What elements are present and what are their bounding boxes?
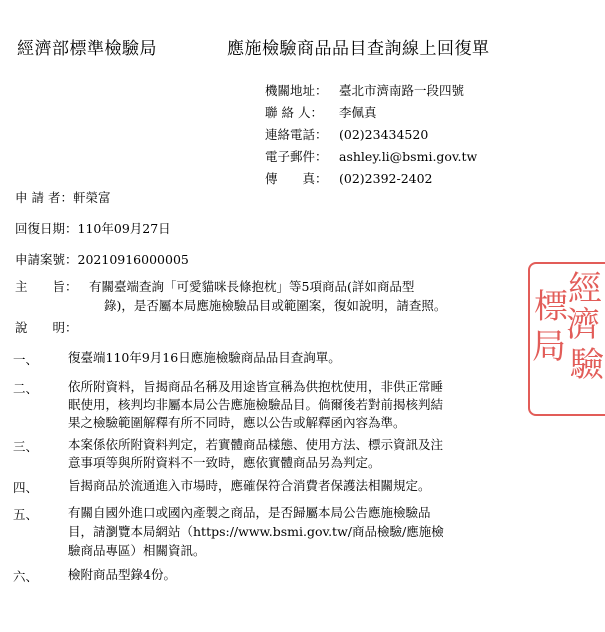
item-6-line-1: 檢附商品型錄4份。 [68,567,176,582]
fax-value: (02)2392-2402 [339,171,433,186]
reply-date-label: 回復日期： [15,221,78,236]
email-label: 電子郵件： [265,149,328,164]
contact-person-label: 聯 絡 人： [265,105,323,120]
item-2-line-1: 依所附資料，旨揭商品名稱及用途皆宣稱為供抱枕使用，非供正常睡 [68,379,444,394]
phone-row [265,124,477,146]
case-no-label: 申請案號： [15,252,78,267]
contact-person-row [265,102,477,124]
subject-label: 主 旨： [15,279,78,294]
fax-label: 傳 真： [265,171,328,186]
org-name: 經濟部標準檢驗局 [17,39,157,59]
address-value: 臺北市濟南路一段四號 [339,83,465,98]
item-2-line-3: 果之檢驗範圍解釋有所不同時，應以公告或解釋函內容為準。 [68,415,406,430]
reply-date-row [15,219,171,237]
phone-label: 連絡電話： [265,127,328,142]
explanation-label: 說 明： [15,320,78,335]
seal-char: 局 [532,327,566,367]
seal-char: 驗 [570,345,604,385]
item-1-line-1: 復臺端110年9月16日應施檢驗商品品目查詢單。 [68,350,341,365]
item-4-line-1: 旨揭商品於流通進入市場時，應確保符合消費者保護法相關規定。 [68,478,431,493]
subject-line-1: 有關臺端查詢「可愛貓咪長條抱枕」等5項商品(詳如商品型 [89,279,415,294]
case-no-value: 20210916000005 [77,252,189,267]
applicant-label: 申 請 者： [15,190,73,205]
item-number: 六、 [13,569,39,584]
item-3-line-2: 意事項等與所附資料不一致時，應依實體商品另為判定。 [68,455,381,470]
item-number: 一、 [13,352,39,367]
applicant-row [15,188,110,206]
item-number: 五、 [13,507,39,522]
applicant-value: 軒榮富 [72,190,111,205]
case-no-row [15,250,189,268]
item-number: 二、 [13,381,39,396]
fax-row [265,168,477,190]
address-label: 機關地址： [265,83,328,98]
email-row [265,146,477,168]
seal-char: 經 [568,269,602,309]
item-number: 四、 [13,480,39,495]
seal-char: 標 [534,287,568,327]
doc-title: 應施檢驗商品品目查詢線上回復單 [227,39,490,59]
subject-line-2: 錄)，是否屬本局應施檢驗品目或範圍案，復如說明，請查照。 [104,298,447,313]
contact-block [265,80,477,190]
item-5-line-1: 有關自國外進口或國內產製之商品，是否歸屬本局公告應施檢驗品 [68,505,431,520]
contact-person-value: 李佩真 [339,105,377,120]
item-5-line-2: 目，請瀏覽本局網站（https://www.bsmi.gov.tw/商品檢驗/應施檢 [68,524,444,539]
phone-value: (02)23434520 [339,127,429,142]
item-5-line-3: 驗商品專區）相關資訊。 [68,543,206,558]
address-row [265,80,477,102]
item-3-line-1: 本案係依所附資料判定，若實體商品樣態、使用方法、標示資訊及注 [68,437,444,452]
official-seal-stamp [528,262,605,416]
item-2-line-2: 眠使用，核判均非屬本局公告應施檢驗品目。倘爾後若對前揭核判結 [68,397,444,412]
reply-date-value: 110年09月27日 [77,221,171,236]
item-number: 三、 [13,439,39,454]
seal-char: 濟 [566,305,600,345]
email-value: ashley.li@bsmi.gov.tw [339,149,478,164]
